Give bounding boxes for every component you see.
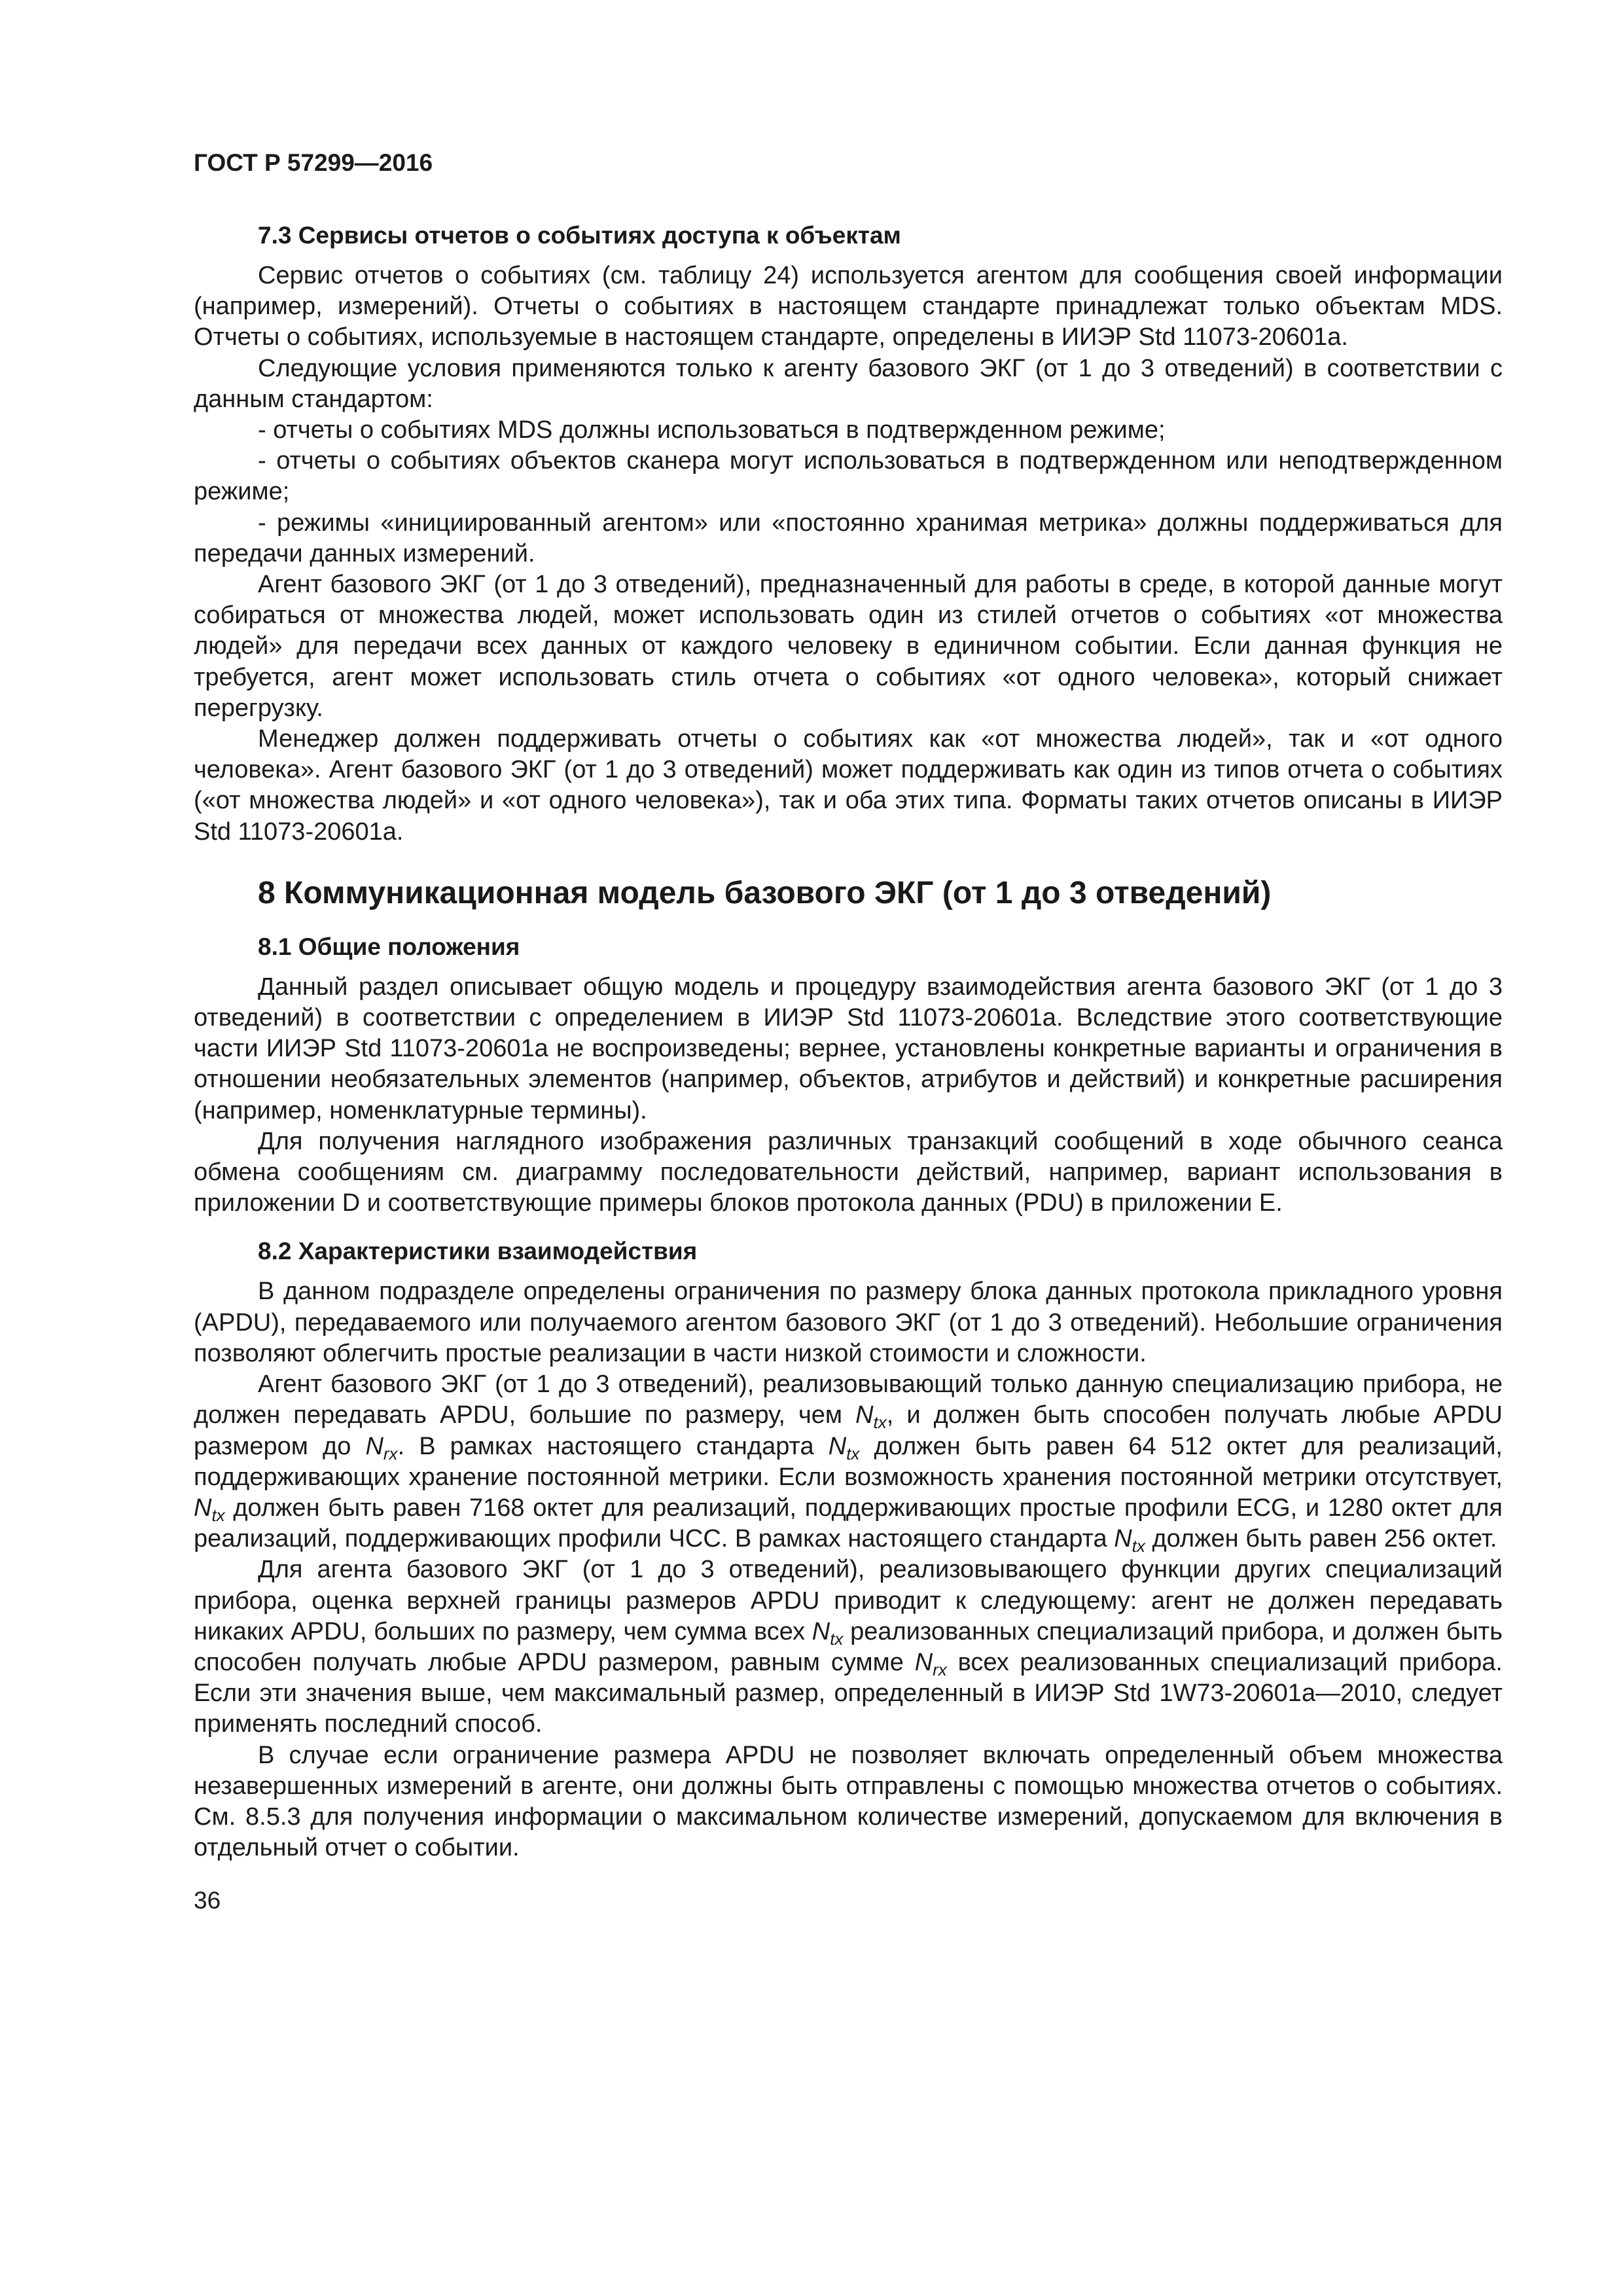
paragraph: Менеджер должен поддерживать отчеты о событиях как «от множества людей», так и «от одного человека». Агент базового ЭКГ (от 1 до 3 отведений) может поддерживать как один из типов отчета о событиях («от множества людей» и «от одного человека»), так и оба этих типа. Форматы таких отчетов описаны в ИИЭР Std 11073-20601а. <box>194 725 1503 846</box>
subscript: rx <box>383 1443 398 1463</box>
paragraph: В данном подразделе определены ограничения по размеру блока данных протокола прикладного уровня (APDU), передаваемого или получаемого агентом базового ЭКГ (от 1 до 3 отведений). Небольшие ограничения позволяют облегчить простые реализации в части низкой стоимости и сложности. <box>194 1278 1503 1367</box>
variable: N <box>855 1401 874 1429</box>
list-item: - режимы «инициированный агентом» или «постоянно хранимая метрика» должны поддерживаться для передачи данных измерений. <box>194 509 1503 567</box>
variable: N <box>1114 1525 1132 1553</box>
paragraph: Сервис отчетов о событиях (см. таблицу 24) используется агентом для сообщения своей информации (например, измерений). Отчеты о событиях в настоящем стандарте принадлежат только объектам MDS. Отчеты о событиях, используемые в настоящем стандарте, определены в ИИЭР Std 11073-20601а. <box>194 262 1503 351</box>
standard-header: ГОСТ Р 57299—2016 <box>194 149 433 176</box>
section-8-1-title: 8.1 Общие положения <box>258 933 520 960</box>
paragraph: Данный раздел описывает общую модель и процедуру взаимодействия агента базового ЭКГ (от 1 до 3 отведений) в соответствии с определением в ИИЭР Std 11073-20601а. Вследствие этого соответствующие части ИИЭР Std 11073-20601а не воспроизведены; вернее, установлены конкретные варианты и ограничения в отношении необязательных элементов (например, объектов, атрибутов и действий) и конкретные расширения (например, номенклатурные термины). <box>194 973 1503 1124</box>
variable: N <box>914 1648 933 1676</box>
variable: N <box>812 1617 830 1645</box>
subscript: tx <box>830 1628 844 1649</box>
subscript: tx <box>846 1443 860 1463</box>
text-run: должен быть равен 256 октет. <box>1145 1525 1497 1553</box>
subscript: tx <box>1132 1536 1145 1556</box>
page-number: 36 <box>194 1887 221 1914</box>
document-page <box>194 148 1503 1916</box>
text-run: всех реализованных специализаций прибора. Если эти значения выше, чем максимальный размер, определенный в ИИЭР Std 1W73-20601а—2010, следует применять последний способ. <box>194 1648 1503 1738</box>
variable: N <box>194 1494 212 1522</box>
section-8-2-title: 8.2 Характеристики взаимодействия <box>258 1238 698 1265</box>
text-run: , и должен быть способен получать любые APDU размером до <box>194 1401 1503 1460</box>
variable: N <box>365 1432 383 1460</box>
variable: N <box>828 1432 847 1460</box>
subscript: tx <box>873 1412 887 1433</box>
paragraph <box>194 1554 1503 1740</box>
section-7-3-title: 7.3 Сервисы отчетов о событиях доступа к объектам <box>258 222 901 249</box>
text-run: Агент базового ЭКГ (от 1 до 3 отведений), реализовывающий только данную специализацию прибора, не должен передавать APDU, большие по размеру, чем <box>194 1371 1503 1429</box>
paragraph: В случае если ограничение размера APDU не позволяет включать определенный объем множества незавершенных измерений в агенте, они должны быть отправлены с помощью множества отчетов о событиях. См. 8.5.3 для получения информации о максимальном количестве измерений, допускаемом для включения в отдельный отчет о событии. <box>194 1741 1503 1862</box>
paragraph: Для получения наглядного изображения различных транзакций сообщений в ходе обычного сеанса обмена сообщениям см. диаграмму последовательности действий, например, вариант использования в приложении D и соответствующие примеры блоков протокола данных (PDU) в приложении Е. <box>194 1127 1503 1217</box>
text-run: . В рамках настоящего стандарта <box>397 1432 829 1460</box>
text-run: должен быть равен 64 512 октет для реализаций, поддерживающих хранение постоянной метрики. Если возможность хранения постоянной метрики отсутствует, <box>194 1432 1503 1491</box>
text-run: реализованных специализаций прибора, и должен быть способен получать любые APDU размером, равным сумме <box>194 1617 1503 1676</box>
paragraph: Следующие условия применяются только к агенту базового ЭКГ (от 1 до 3 отведений) в соответствии с данным стандартом: <box>194 354 1503 413</box>
list-item: - отчеты о событиях объектов сканера могут использоваться в подтвержденном или неподтвержденном режиме; <box>194 447 1503 506</box>
paragraph: Агент базового ЭКГ (от 1 до 3 отведений), предназначенный для работы в среде, в которой данные могут собираться от множества людей, может использовать один из стилей отчетов о событиях «от множества людей» для передачи всех данных от каждого человеку в единичном событии. Если данная функция не требуется, агент может использовать стиль отчета о событиях «от одного человека», который снижает перегрузку. <box>194 571 1503 722</box>
subscript: tx <box>211 1505 225 1525</box>
text-run: Для агента базового ЭКГ (от 1 до 3 отведений), реализовывающего функции других специализаций прибора, оценка верхней границы размеров APDU приводит к следующему: агент не должен передавать никаких APDU, больших по размеру, чем сумма всех <box>194 1556 1503 1645</box>
subscript: rx <box>933 1659 947 1679</box>
section-8-title: 8 Коммуникационная модель базового ЭКГ (от 1 до 3 отведений) <box>258 875 1272 910</box>
list-item: - отчеты о событиях MDS должны использоваться в подтвержденном режиме; <box>258 416 1166 444</box>
paragraph <box>194 1369 1503 1554</box>
text-run: должен быть равен 7168 октет для реализаций, поддерживающих простые профили ECG, и 1280 октет для реализаций, поддерживающих профили ЧСС. В рамках настоящего стандарта <box>194 1494 1503 1553</box>
